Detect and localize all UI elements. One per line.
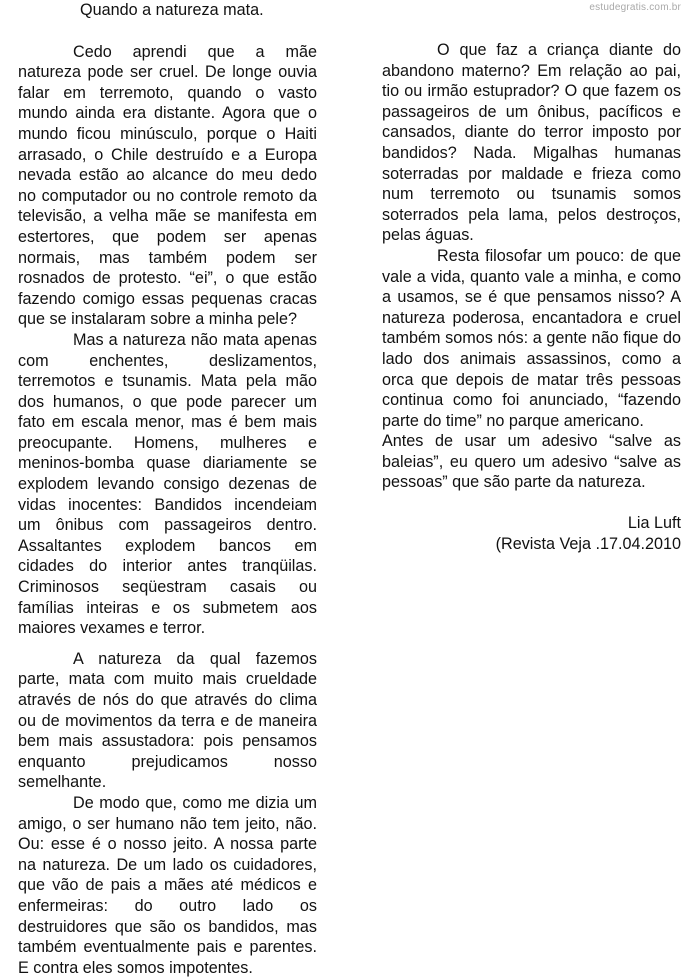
paragraph: O que faz a criança diante do abandono materno? Em relação ao pai, tio ou irmão estuprador? O que fazem os passageiros de um ônibus, pacíficos e cansados, diante do terror imposto por bandidos? Nada. Migalhas humanas soterradas por maldade e frieza como num terremoto ou tsunamis somos soterrados pela lama, pelos destroços, pelas águas. bbox=[382, 41, 681, 245]
author-name: Lia Luft bbox=[627, 514, 681, 533]
paragraph: Resta filosofar um pouco: de que vale a vida, quanto vale a minha, e como a usamos, se é que pensamos nisso? A natureza poderosa, encantadora e cruel também somos nós: a gente não fique do lado dos animais assassinos, como a orca que depois de matar três pessoas continua como foi anunciado, “fazendo parte do time” no parque americano. bbox=[382, 246, 681, 430]
article-title: Quando a natureza mata. bbox=[80, 1, 264, 19]
paragraph: A natureza da qual fazemos parte, mata com muito mais crueldade através de nós do que através do clima ou de movimentos da terra e de maneira bem mais assustadora: pois pensamos enquanto prejudicamos nosso semelhante. bbox=[18, 649, 317, 792]
left-column bbox=[18, 0, 317, 978]
right-column bbox=[382, 0, 681, 554]
paragraph: Mas a natureza não mata apenas com enchentes, deslizamentos, terremotos e tsunamis. Mata pela mão dos humanos, o que pode parecer um fato em escala menor, mas é bem mais preocupante. Homens, mulheres e meninos-bomba quase diariamente se explodem levando consigo dezenas de vidas inocentes: Bandidos incendeiam um ônibus com passageiros dentro. Assaltantes explodem bancos em cidades do interior antes tranqüilas. Criminosos seqüestram casais ou famílias inteiras e os submetem aos maiores vexames e terror. bbox=[18, 330, 317, 638]
paragraph: Cedo aprendi que a mãe natureza pode ser cruel. De longe ouvia falar em terremoto, quando o vasto mundo ainda era distante. Agora que o mundo ficou minúsculo, porque o Haiti arrasado, o Chile destruído e a Europa nevada estão ao alcance do meu dedo no computador ou no controle remoto da televisão, a velha mãe se manifesta em estertores, que podem ser apenas normais, mas também podem ser rosnados de protesto. “ei”, o que estão fazendo comigo essas pequenas cracas que se instalaram sobre a minha pele? bbox=[18, 42, 317, 329]
paragraph: De modo que, como me dizia um amigo, o ser humano não tem jeito, não. Ou: esse é o nosso jeito. A nossa parte na natureza. De um lado os cuidadores, que vão de pais a mães até médicos e enfermeiras: do outro lado os destruidores que são os bandidos, mas também eventualmente pais e parentes. E contra eles somos impotentes. bbox=[18, 793, 317, 977]
watermark: estudegratis.com.br bbox=[589, 2, 681, 13]
source-citation: (Revista Veja .17.04.2010 bbox=[495, 534, 681, 553]
paragraph: Antes de usar um adesivo “salve as baleias”, eu quero um adesivo “salve as pessoas” que são parte da natureza. bbox=[382, 432, 681, 492]
